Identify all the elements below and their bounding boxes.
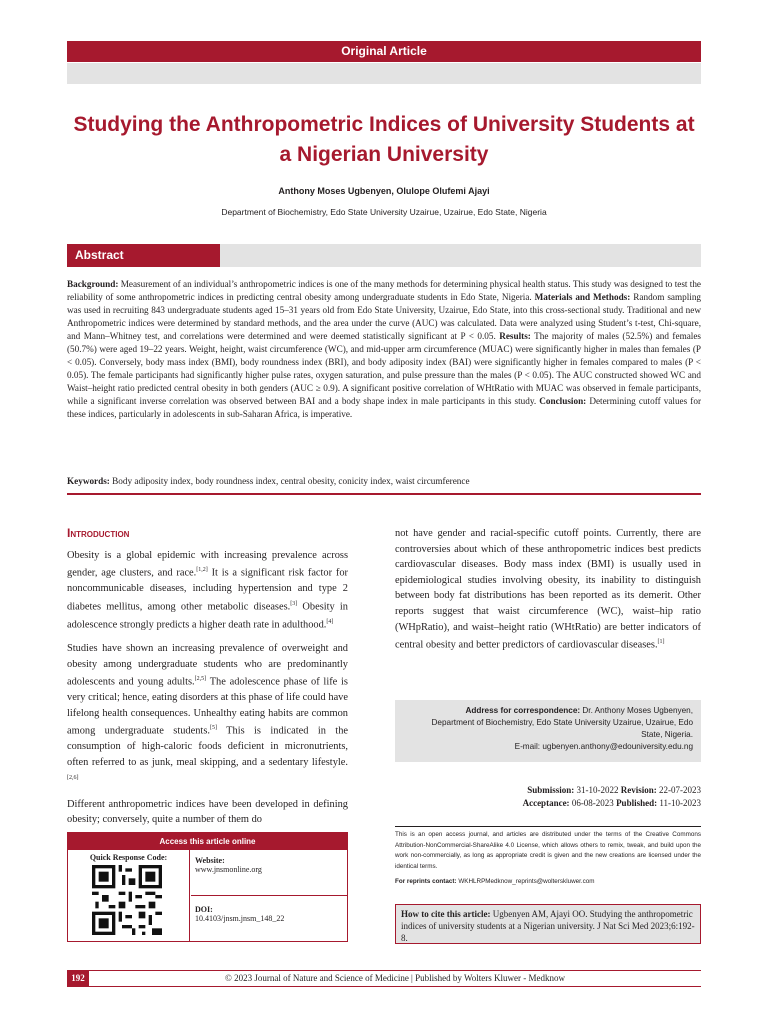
- website-label: Website:: [195, 856, 225, 865]
- intro-paragraph-continued: not have gender and racial-specific cutoff points. Currently, there are controversies about which of these anthropometric indices best predicts cardiovascular diseases. Body mass index (BMI) is usually used in epidemiological studies involving obesity, its inability to distinguish between body fat distributions has been reported as its demerit. Other reports suggest that waist circumference (WC), waist–hip ratio (WHpRatio), and waist–height ratio (WHtRatio) are better indicators of central obesity and better predictors of cardiovascular diseases.[1]: [395, 528, 701, 651]
- page-number: 192: [67, 971, 89, 986]
- access-online-box: [67, 832, 348, 942]
- conclusion-label: Conclusion:: [539, 396, 587, 406]
- doi-value[interactable]: 10.4103/jnsm.jnsm_148_22: [195, 914, 285, 923]
- keywords-text: Body adiposity index, body roundness index, central obesity, conicity index, waist circumference: [112, 476, 470, 486]
- methods-text: Random sampling was used in recruiting 843 undergraduate students aged 15–31 years old from Edo State University, Uzairue, Edo State, into this cross-sectional study. Traditional and new Anthropometric indices were determined by standard methods, and the area under the curve (AUC) was calculated. Data were analyzed using Student’s t-test, Chi-square, and Mann–Whitney test, and correlations were determined and were deemed statistically significant at P < 0.05.: [67, 292, 702, 341]
- keywords-label: Keywords:: [67, 476, 110, 486]
- intro-paragraph-3: Different anthropometric indices have been developed in defining obesity; conversely, quite a number of them do: [67, 798, 348, 826]
- intro-paragraph-2: Studies have shown an increasing prevalence of overweight and obesity among undergraduate students who are predominantly adolescents and young adults.[2,5] The adolescence phase of life is very critical; hence, eating disorders at this phase of life could have lifelong health consequences. Unhealthy eating habits are common among undergraduate students.[5] This is indicated in the consumption of high-caloric foods deficient in micronutrients, often referred to as junk, meal skipping, and a sedentary lifestyle.[2,6]: [67, 642, 349, 781]
- correspondence-label: Address for correspondence:: [465, 706, 581, 715]
- affiliation: Department of Biochemistry, Edo State University Uzairue, Uzairue, Edo State, Nigeria: [221, 207, 547, 217]
- website-cell: [191, 850, 347, 896]
- reprints-email[interactable]: WKHLRPMedknow_reprints@wolterskluwer.com: [458, 878, 595, 885]
- background-text: Measurement of an individual’s anthropometric indices is one of the many methods for determining physical health status. This study was designed to test the reliability of some anthropometric indices in predicting central obesity among undergraduate students in Edo State, Nigeria.: [67, 279, 701, 302]
- cite-text: Ugbenyen AM, Ajayi OO. Studying the anthropometric indices of university students at a Nigerian university. J Nat Sci Med 2023;6:192-8.: [401, 909, 695, 943]
- abstract-heading-band: [220, 244, 701, 267]
- keywords-divider: [67, 493, 701, 495]
- correspondence-line3: State, Nigeria.: [641, 730, 693, 739]
- footer-text: © 2023 Journal of Nature and Science of Medicine | Published by Wolters Kluwer - Medknow: [225, 973, 565, 983]
- right-column: [395, 526, 701, 661]
- article-type-banner: [67, 41, 701, 62]
- cite-label: How to cite this article:: [401, 909, 491, 919]
- correspondence-email[interactable]: E-mail: ugbenyen.anthony@edouniversity.edu.ng: [514, 742, 693, 751]
- website-link[interactable]: www.jnsmonline.org: [195, 865, 262, 874]
- results-text: The majority of males (52.5%) and females (50.7%) were aged 19–22 years. Weight, height, waist circumference (WC), and mid-upper arm circumference (MUAC) were significantly higher in males than females (P < 0.05). Conversely, body mass index (BMI), body roundness index (BRI), and body adiposity index (BAI) were significantly higher in females compared to males (P < 0.05). The female participants had significantly higher pulse rates, oxygen saturation, and pulse pressure than the males (P < 0.05). The AUC constructed showed WC and Waist–height ratio predicted central obesity in both genders (AUC ≥ 0.9). A significant positive correlation of WHtRatio with MUAC was observed in female participants, while a significant inverse correlation was observed between BAI and a body shape index in male participants in this study.: [67, 331, 701, 406]
- authors: Anthony Moses Ugbenyen, Olulope Olufemi Ajayi: [278, 186, 490, 196]
- results-label: Results:: [499, 331, 531, 341]
- introduction-heading: Introduction: [67, 526, 130, 540]
- article-title: Studying the Anthropometric Indices of University Students at a Nigerian University: [73, 113, 695, 166]
- correspondence-line2: Department of Biochemistry, Edo State University Uzairue, Uzairue, Edo: [431, 718, 693, 727]
- article-dates: Submission: 31-10-2022 Revision: 22-07-2023 Acceptance: 06-08-2023 Published: 11-10-2023: [522, 785, 701, 808]
- access-heading: Access this article online: [68, 833, 347, 850]
- citation-box: [395, 904, 701, 944]
- correspondence-box: [395, 700, 701, 762]
- license-text: This is an open access journal, and articles are distributed under the terms of the Creative Commons Attribution-NonCommercial-ShareAlike 4.0 License, which allows others to remix, tweak, and build upon the work non-commercially, as long as appropriate credit is given and the new creations are licensed under the identical terms.: [395, 831, 701, 870]
- qr-label: Quick Response Code:: [89, 853, 168, 862]
- left-column: [67, 526, 348, 836]
- qr-cell: [68, 850, 190, 942]
- reprints-line: For reprints contact: WKHLRPMedknow_reprints@wolterskluwer.com: [395, 878, 595, 885]
- intro-paragraph-1: Obesity is a global epidemic with increasing prevalence across gender, age clusters, and race.[1,2] It is a significant risk factor for noncommunicable diseases, including hypertension and type 2 diabetes mellitus, among other metabolic diseases.[3] Obesity in adolescence strongly predicts a higher death rate in adulthood.[4]: [67, 549, 348, 631]
- article-type: Original Article: [341, 44, 427, 58]
- header-grey-band: [67, 63, 701, 84]
- doi-cell: [191, 896, 347, 942]
- abstract-body: [67, 278, 701, 421]
- background-label: Background:: [67, 279, 119, 289]
- correspondence-name: Dr. Anthony Moses Ugbenyen,: [582, 706, 693, 715]
- qr-code-icon[interactable]: [92, 865, 162, 935]
- page-footer: [67, 970, 701, 987]
- license-notice: [395, 826, 701, 888]
- conclusion-text: Determining cutoff values for these indices, particularly in adolescents in sub-Saharan Africa, is imperative.: [67, 396, 702, 419]
- keywords: [67, 476, 701, 486]
- doi-label: DOI:: [195, 905, 213, 914]
- methods-label: Materials and Methods:: [534, 292, 631, 302]
- abstract-heading: Abstract: [67, 244, 220, 267]
